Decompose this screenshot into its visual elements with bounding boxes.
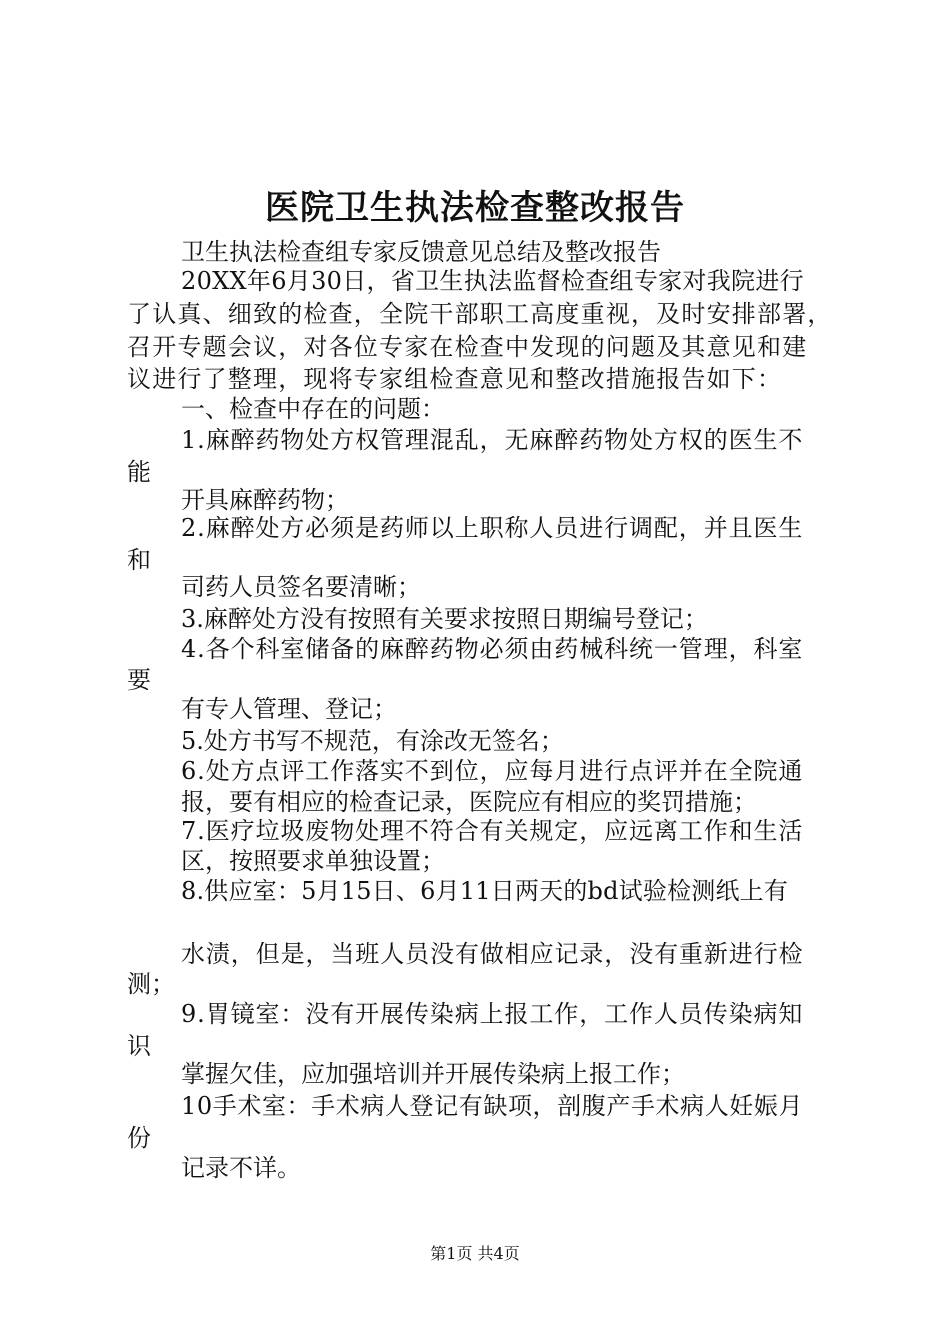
body-line: 10手术室：手术病人登记有缺项，剖腹产手术病人妊娠月 bbox=[181, 1092, 804, 1120]
body-line: 4.各个科室储备的麻醉药物必须由药械科统一管理，科室 bbox=[181, 635, 804, 663]
body-line: 识 bbox=[127, 1032, 151, 1060]
body-line: 测； bbox=[127, 970, 175, 998]
body-line: 3.麻醉处方没有按照有关要求按照日期编号登记； bbox=[181, 605, 708, 633]
body-line: 记录不详。 bbox=[181, 1154, 301, 1182]
body-line: 有专人管理、登记； bbox=[181, 695, 397, 723]
body-line: 开具麻醉药物； bbox=[181, 486, 349, 514]
body-line: 掌握欠佳，应加强培训并开展传染病上报工作； bbox=[181, 1060, 685, 1088]
body-line: 水渍，但是，当班人员没有做相应记录，没有重新进行检 bbox=[181, 940, 804, 968]
body-line: 召开专题会议，对各位专家在检查中发现的问题及其意见和建 bbox=[127, 333, 808, 361]
body-line: 6.处方点评工作落实不到位，应每月进行点评并在全院通 bbox=[181, 757, 804, 785]
body-line: 了认真、细致的检查，全院干部职工高度重视，及时安排部署， bbox=[127, 300, 833, 328]
body-line: 能 bbox=[127, 458, 151, 486]
body-line: 5.处方书写不规范，有涂改无签名； bbox=[181, 727, 564, 755]
document-title: 医院卫生执法检查整改报告 bbox=[265, 188, 685, 228]
body-line: 2.麻醉处方必须是药师以上职称人员进行调配，并且医生 bbox=[181, 514, 804, 542]
body-line: 一、检查中存在的问题： bbox=[181, 395, 445, 423]
body-line: 卫生执法检查组专家反馈意见总结及整改报告 bbox=[181, 238, 661, 266]
body-line: 份 bbox=[127, 1124, 151, 1152]
body-line: 报，要有相应的检查记录，医院应有相应的奖罚措施； bbox=[181, 788, 757, 816]
body-line: 和 bbox=[127, 546, 151, 574]
body-line: 区，按照要求单独设置； bbox=[181, 847, 445, 875]
body-line: 7.医疗垃圾废物处理不符合有关规定，应远离工作和生活 bbox=[181, 817, 804, 845]
body-line: 20XX年6月30日，省卫生执法监督检查组专家对我院进行 bbox=[181, 267, 804, 295]
body-line: 要 bbox=[127, 666, 151, 694]
body-line: 9.胃镜室：没有开展传染病上报工作，工作人员传染病知 bbox=[181, 1000, 804, 1028]
body-line: 议进行了整理，现将专家组检查意见和整改措施报告如下： bbox=[127, 365, 783, 393]
body-line: 司药人员签名要清晰； bbox=[181, 573, 421, 601]
body-line: 8.供应室：5月15日、6月11日两天的bd试验检测纸上有 bbox=[181, 877, 789, 905]
page-footer: 第1页 共4页 bbox=[430, 1244, 520, 1263]
body-line: 1.麻醉药物处方权管理混乱，无麻醉药物处方权的医生不 bbox=[181, 426, 804, 454]
